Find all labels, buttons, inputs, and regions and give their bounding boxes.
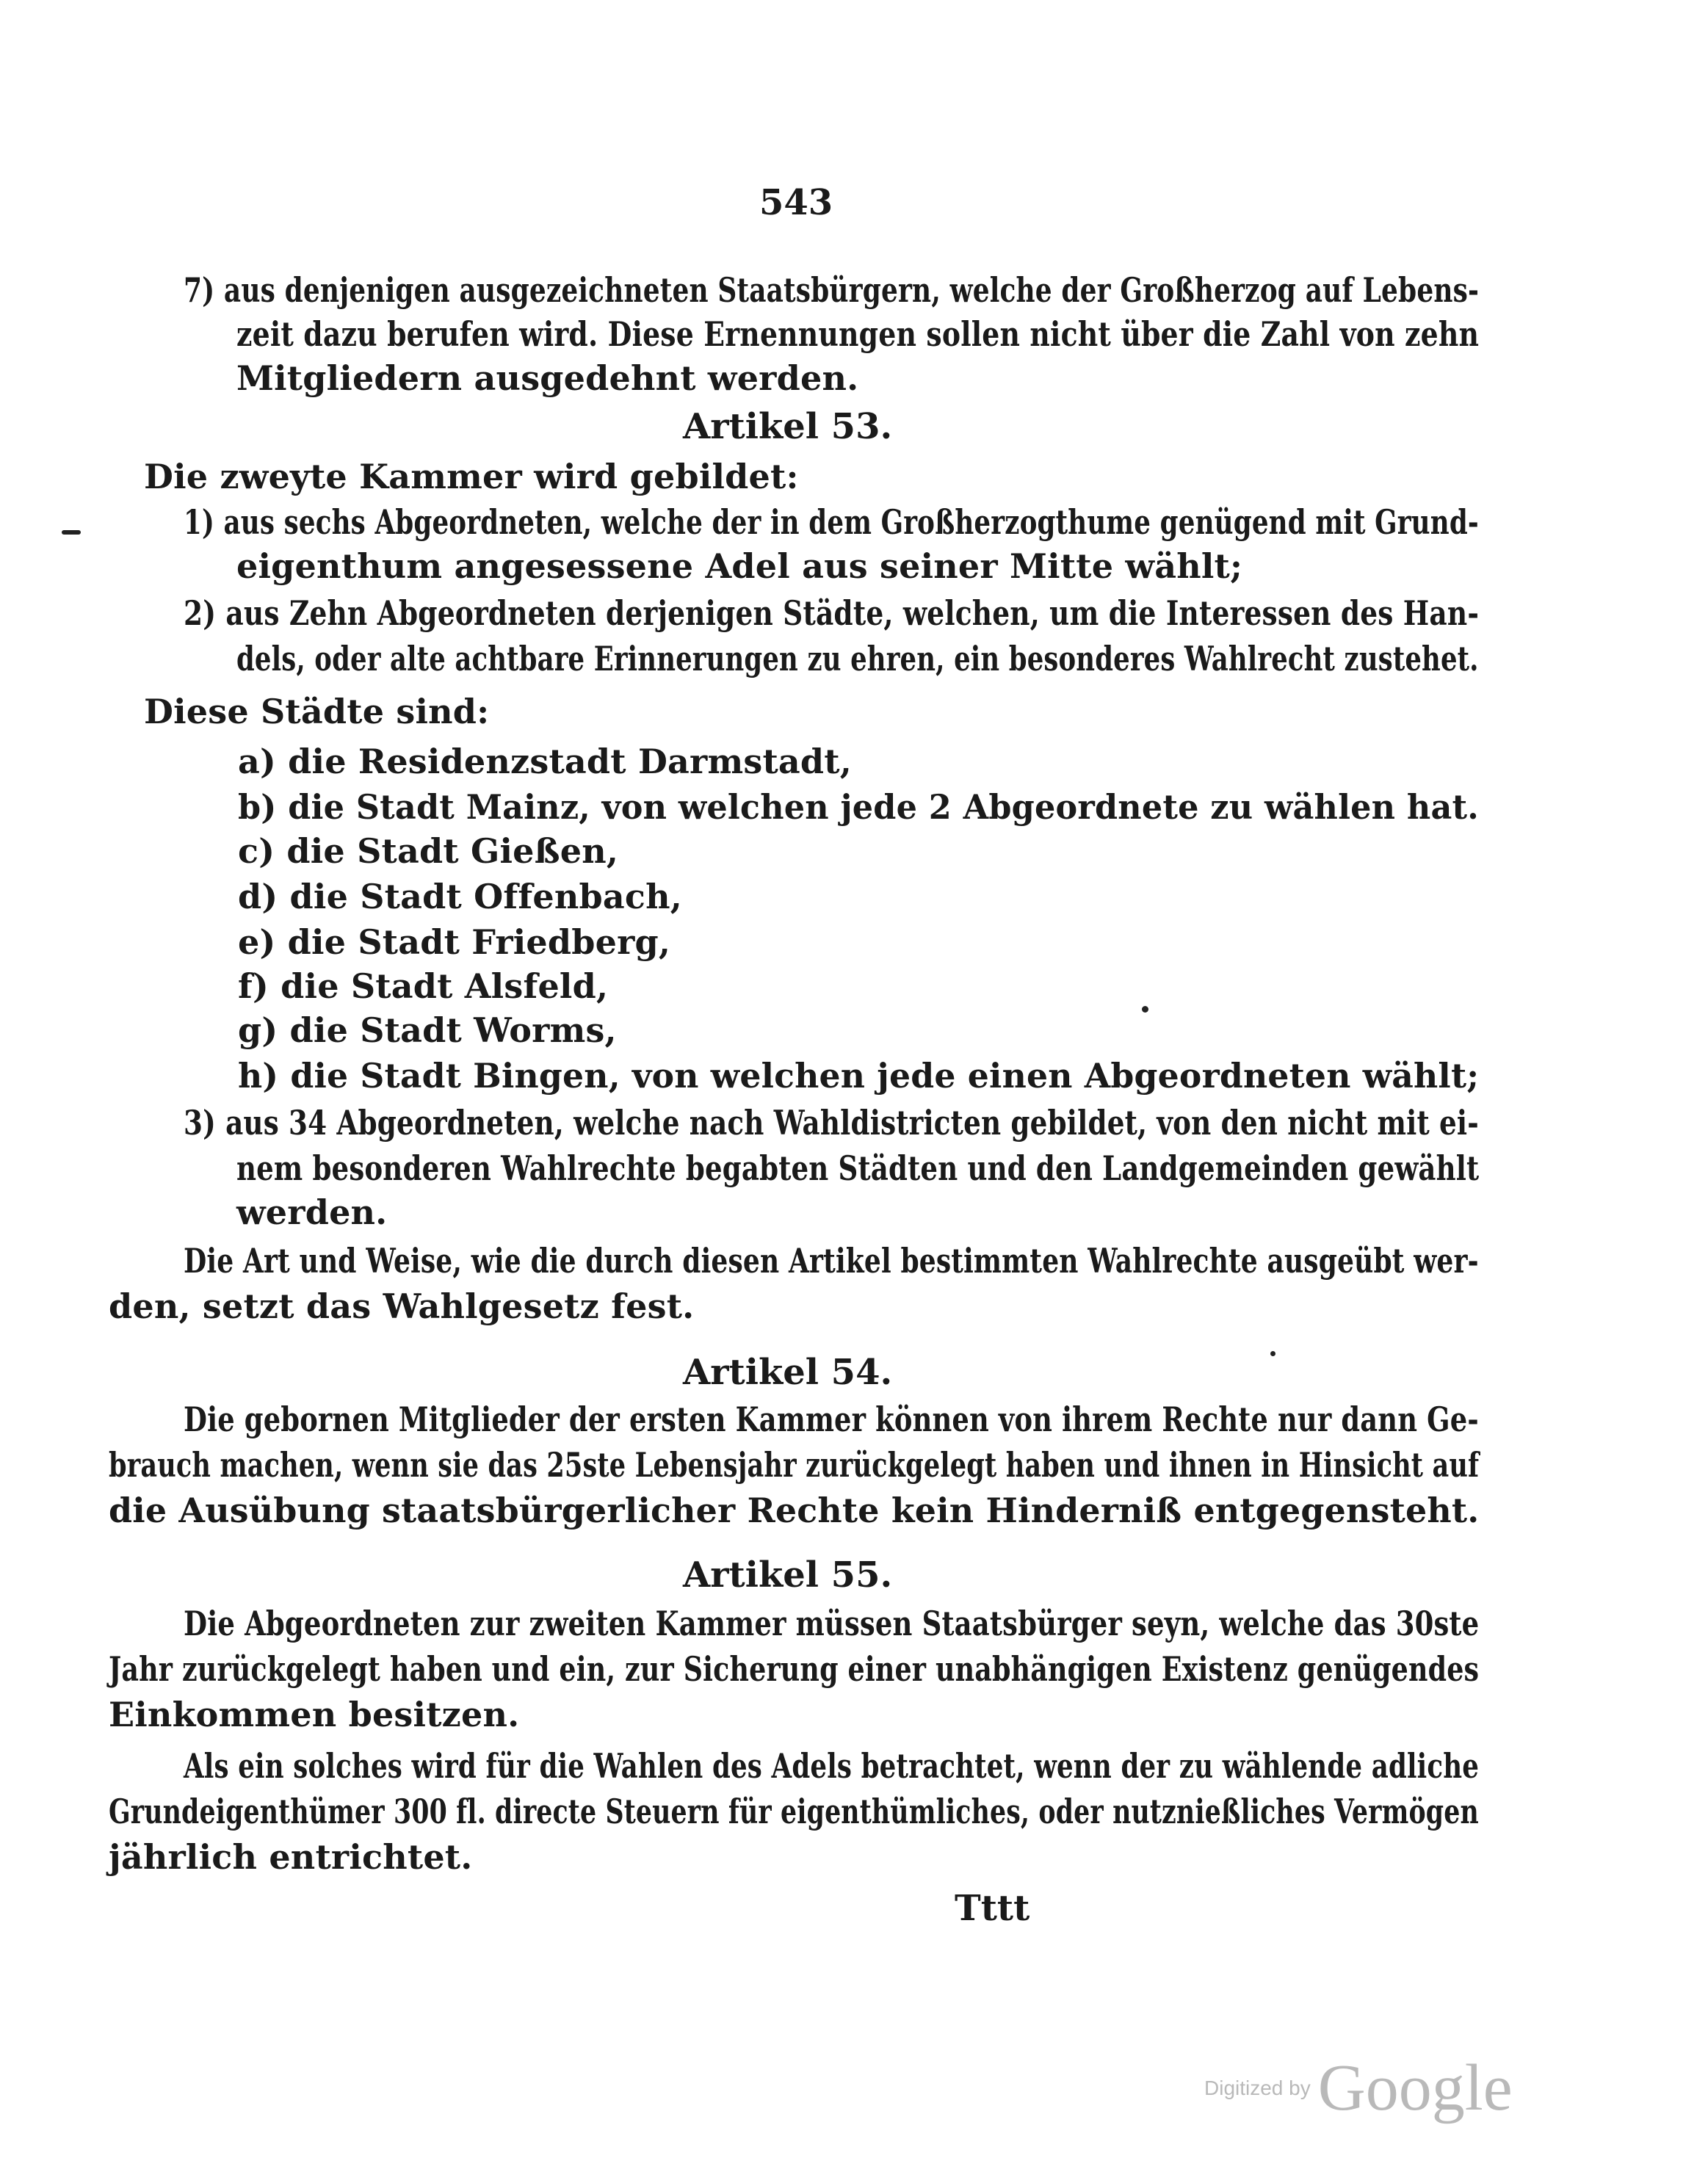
list-item: b) die Stadt Mainz, von welchen jede 2 Abgeordnete zu wählen hat. <box>238 787 1479 827</box>
list-item: f) die Stadt Alsfeld, <box>238 966 609 1006</box>
text-line: jährlich entrichtet. <box>109 1837 473 1877</box>
text-line: den, setzt das Wahlgesetz fest. <box>109 1286 695 1326</box>
text-line: Jahr zurückgelegt haben und ein, zur Sicherung einer unabhängigen Existenz genügendes <box>109 1649 1480 1689</box>
text-line: dels, oder alte achtbare Erinnerungen zu ehren, ein besonderes Wahlrecht zustehet. <box>236 639 1479 678</box>
list-item: d) die Stadt Offenbach, <box>238 877 682 916</box>
list-item: e) die Stadt Friedberg, <box>238 922 671 962</box>
article-heading-54: Artikel 54. <box>683 1352 893 1393</box>
digitized-watermark <box>1204 2050 1513 2126</box>
text-line: Die gebornen Mitglieder der ersten Kammer können von ihrem Rechte nur dann Ge- <box>184 1400 1479 1439</box>
line-text: 7) aus denjenigen ausgezeichneten Staatsbürgern, welche der Großherzog auf Lebens- <box>184 270 1480 310</box>
text-line: werden. <box>236 1192 388 1232</box>
text-line: Mitgliedern ausgedehnt werden. <box>236 358 859 398</box>
text-line: eigenthum angesessene Adel aus seiner Mitte wählt; <box>236 546 1243 586</box>
text-line: 3) aus 34 Abgeordneten, welche nach Wahldistricten gebildet, von den nicht mit ei- <box>184 1103 1479 1143</box>
text-line: Grundeigenthümer 300 fl. directe Steuern für eigenthümliches, oder nutznießliches Vermögen <box>109 1792 1479 1831</box>
text-line: brauch machen, wenn sie das 25ste Lebensjahr zurückgelegt haben und ihnen in Hinsicht auf <box>109 1445 1480 1485</box>
text-line: Die zweyte Kammer wird gebildet: <box>144 457 799 496</box>
google-logo: Google <box>1317 2052 1513 2124</box>
list-item: g) die Stadt Worms, <box>238 1010 617 1050</box>
scan-speck <box>1270 1351 1275 1356</box>
scan-speck <box>1142 1006 1148 1013</box>
text-line: Als ein solches wird für die Wahlen des Adels betrachtet, wenn der zu wählende adliche <box>184 1746 1480 1786</box>
text-line: Diese Städte sind: <box>144 692 490 731</box>
text-line: zeit dazu berufen wird. Diese Ernennungen sollen nicht über die Zahl von zehn <box>236 314 1480 354</box>
text-line <box>184 269 1479 311</box>
text-line: Die Art und Weise, wie die durch diesen Artikel bestimmten Wahlrechte ausgeübt wer- <box>184 1241 1479 1281</box>
text-line: 1) aus sechs Abgeordneten, welche der in dem Großherzogthume genügend mit Grund- <box>184 502 1479 542</box>
list-item: h) die Stadt Bingen, von welchen jede einen Abgeordneten wählt; <box>238 1056 1480 1096</box>
catchword: Tttt <box>955 1888 1030 1929</box>
page-number: 543 <box>759 182 833 223</box>
watermark-prefix: Digitized by <box>1204 2076 1311 2099</box>
text-line: Einkommen besitzen. <box>109 1695 520 1734</box>
article-heading-53: Artikel 53. <box>683 406 893 447</box>
text-line: 2) aus Zehn Abgeordneten derjenigen Städte, welchen, um die Interessen des Han- <box>184 593 1480 633</box>
text-line: Die Abgeordneten zur zweiten Kammer müssen Staatsbürger seyn, welche das 30ste <box>184 1604 1480 1643</box>
list-item: a) die Residenzstadt Darmstadt, <box>238 742 852 781</box>
article-heading-55: Artikel 55. <box>683 1554 893 1596</box>
list-item: c) die Stadt Gießen, <box>238 831 619 871</box>
scan-speck <box>62 530 81 535</box>
text-line: nem besonderen Wahlrechte begabten Städten und den Landgemeinden gewählt <box>236 1148 1480 1188</box>
text-line: die Ausübung staatsbürgerlicher Rechte kein Hinderniß entgegensteht. <box>109 1491 1480 1530</box>
